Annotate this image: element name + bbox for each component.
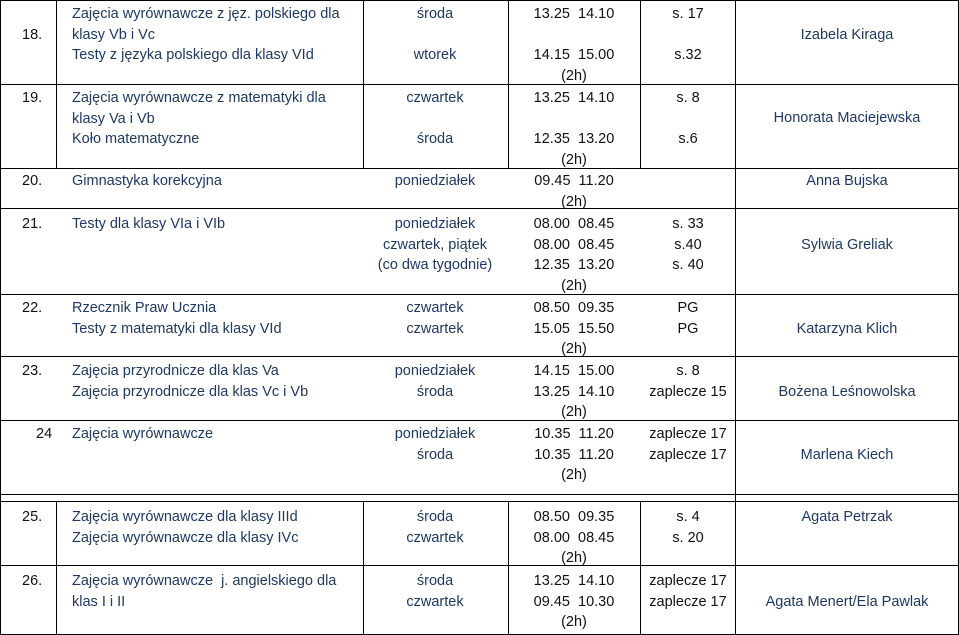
subject-cell: Zajęcia wyrównawcze j. angielskiego dla klas I i II — [72, 573, 337, 610]
room-cell: zaplecze 17 zaplecze 17 — [649, 573, 727, 610]
day-cell: poniedziałek środa — [394, 363, 476, 400]
teacher-cell: Anna Bujska — [806, 173, 888, 189]
time-cell: 13.25 14.10 14.15 15.00 (2h) — [533, 6, 615, 84]
subject-cell: Zajęcia przyrodnicze dla klas Va Zajęcia przyrodnicze dla klas Vc i Vb — [72, 363, 309, 400]
grid-line — [0, 494, 959, 495]
subject-cell: Zajęcia wyrównawcze z matematyki dla klasy Va i Vb Koło matematyczne — [72, 90, 326, 147]
subject-cell: Testy dla klasy VIa i VIb — [72, 216, 226, 232]
subject-cell: Rzecznik Praw Ucznia Testy z matematyki dla klasy VId — [72, 300, 282, 337]
time-cell: 10.35 11.20 10.35 11.20 (2h) — [534, 426, 614, 483]
grid-line — [363, 501, 364, 635]
day-cell: środa czwartek — [406, 509, 464, 546]
teacher-cell: Agata Petrzak — [801, 509, 893, 525]
time-cell: 08.00 08.45 08.00 08.45 12.35 13.20 (2h) — [533, 216, 615, 294]
grid-line — [0, 168, 959, 169]
subject-cell: Zajęcia wyrównawcze z jęz. polskiego dla klasy Vb i Vc Testy z języka polskiego dla klasy VId — [72, 6, 340, 63]
subject-cell: Zajęcia wyrównawcze dla klasy IIId Zajęcia wyrównawcze dla klasy IVc — [72, 509, 299, 546]
row-number: 23. — [22, 363, 43, 379]
subject-cell: Zajęcia wyrównawcze — [72, 426, 214, 442]
teacher-cell: Agata Menert/Ela Pawlak — [765, 594, 929, 610]
teacher-cell: Izabela Kiraga — [800, 27, 894, 43]
grid-line — [56, 501, 57, 635]
grid-line — [508, 501, 509, 635]
row-number: 24 — [36, 426, 53, 442]
time-cell: 09.45 11.20 (2h) — [534, 173, 614, 210]
grid-line — [0, 0, 1, 635]
row-number: 18. — [22, 27, 43, 43]
grid-line — [0, 501, 959, 502]
room-cell: zaplecze 17 zaplecze 17 — [649, 426, 727, 463]
time-cell: 14.15 15.00 13.25 14.10 (2h) — [533, 363, 615, 420]
room-cell: PG PG — [677, 300, 699, 337]
day-cell: środa czwartek — [406, 573, 464, 610]
teacher-cell: Marlena Kiech — [800, 447, 894, 463]
grid-line — [0, 356, 959, 357]
grid-line — [0, 84, 959, 85]
row-number: 19. — [22, 90, 43, 106]
grid-line — [0, 0, 959, 1]
grid-line — [640, 501, 641, 635]
teacher-cell: Bożena Leśnowolska — [778, 384, 916, 400]
room-cell: s. 33 s.40 s. 40 — [672, 216, 704, 273]
room-cell: s. 4 s. 20 — [672, 509, 704, 546]
teacher-cell: Honorata Maciejewska — [773, 110, 921, 126]
room-cell: s. 8 zaplecze 15 — [649, 363, 727, 400]
subject-cell: Gimnastyka korekcyjna — [72, 173, 222, 189]
day-cell: środa wtorek — [413, 6, 457, 63]
row-number: 25. — [22, 509, 43, 525]
grid-line — [0, 565, 959, 566]
time-cell: 08.50 09.35 08.00 08.45 (2h) — [533, 509, 615, 566]
grid-line — [0, 208, 959, 209]
time-cell: 13.25 14.10 12.35 13.20 (2h) — [533, 90, 615, 168]
row-number: 26. — [22, 573, 43, 589]
teacher-cell: Katarzyna Klich — [796, 321, 898, 337]
grid-line — [363, 0, 364, 168]
row-number: 21. — [22, 216, 43, 232]
day-cell: poniedziałek czwartek, piątek (co dwa tygodnie) — [377, 216, 493, 273]
row-number: 22. — [22, 300, 43, 316]
room-cell: s. 8 s.6 — [676, 90, 700, 147]
grid-line — [735, 0, 736, 635]
grid-line — [0, 420, 959, 421]
day-cell: poniedziałek — [394, 173, 476, 189]
grid-line — [508, 0, 509, 168]
time-cell: 13.25 14.10 09.45 10.30 (2h) — [533, 573, 615, 630]
room-cell: s. 17 s.32 — [672, 6, 704, 63]
grid-line — [56, 0, 57, 168]
day-cell: czwartek środa — [406, 90, 464, 147]
time-cell: 08.50 09.35 15.05 15.50 (2h) — [533, 300, 615, 357]
row-number: 20. — [22, 173, 43, 189]
grid-line — [0, 294, 959, 295]
day-cell: czwartek czwartek — [406, 300, 464, 337]
grid-line — [640, 0, 641, 168]
day-cell: poniedziałek środa — [394, 426, 476, 463]
teacher-cell: Sylwia Greliak — [801, 237, 893, 253]
